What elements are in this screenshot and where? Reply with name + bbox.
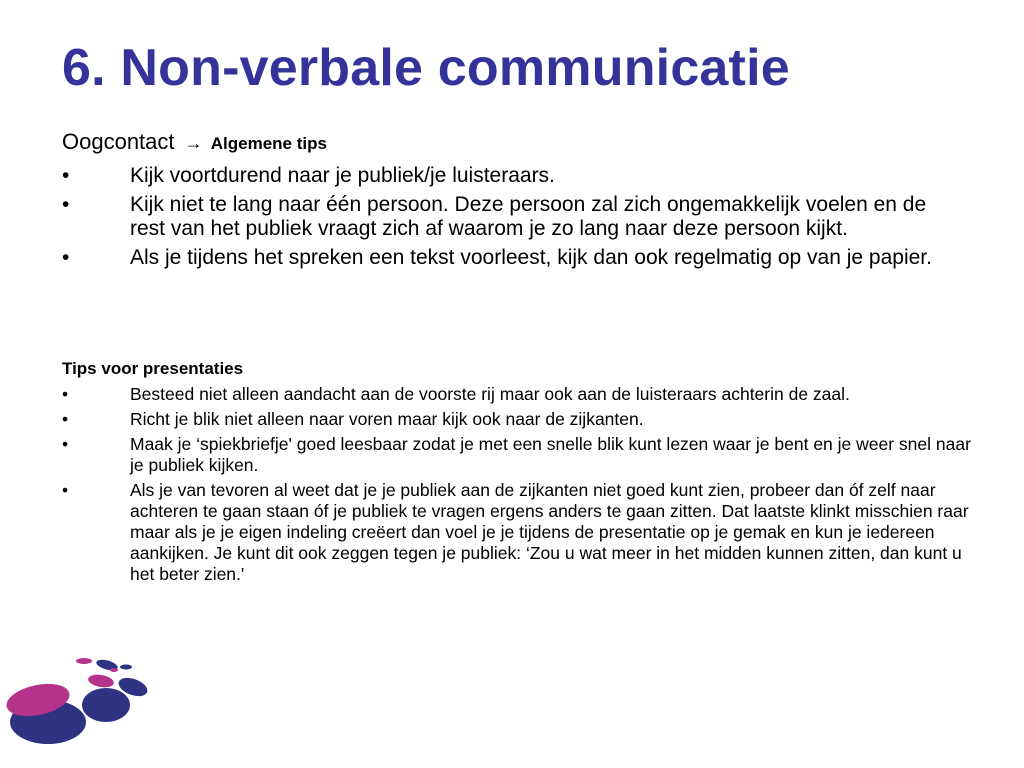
list-item-text: Kijk voortdurend naar je publiek/je luisteraars. xyxy=(130,164,555,187)
list-item-text: Maak je ‘spiekbriefje' goed leesbaar zodat je met een snelle blik kunt lezen waar je bent en je weer snel naar je publiek kijken. xyxy=(130,434,971,475)
list-item-text: Als je van tevoren al weet dat je je publiek aan de zijkanten niet goed kunt zien, probeer dan óf zelf naar achteren te gaan staan óf je publiek te vragen ergens anders te gaan zitten. Dat laatste klinkt misschien raar maar als je je eigen indeling creëert dan voel je je tijdens de presentatie op je gemak en kun je iedereen aankijken. Je kunt dit ook zeggen tegen je publiek: ‘Zou u wat meer in het midden kunnen zitten, dan kunt u het beter zien.' xyxy=(130,480,969,584)
list-item xyxy=(62,480,972,585)
list-item xyxy=(62,193,962,241)
list-item xyxy=(62,409,972,430)
list-item xyxy=(62,246,962,270)
eye-contact-heading xyxy=(62,128,962,158)
general-tips-label: Algemene tips xyxy=(210,134,327,153)
general-tips-list xyxy=(62,164,962,270)
bullet-icon: • xyxy=(62,246,70,269)
eye-contact-section xyxy=(62,128,962,270)
bullet-icon: • xyxy=(62,434,69,454)
list-item-text: Als je tijdens het spreken een tekst voorleest, kijk dan ook regelmatig op van je papier. xyxy=(130,246,932,269)
logo-ellipse-dot-magenta xyxy=(110,668,118,672)
bullet-icon: • xyxy=(62,409,69,429)
slide-title: 6. Non-verbale communicatie xyxy=(62,39,790,97)
presentation-tips-heading: Tips voor presentaties xyxy=(62,359,244,378)
bullet-icon: • xyxy=(62,193,70,216)
bullet-icon: • xyxy=(62,480,69,500)
bullet-icon: • xyxy=(62,384,69,404)
bullet-icon: • xyxy=(62,164,70,187)
logo-ellipse-mid xyxy=(82,688,130,722)
list-item-text: Richt je blik niet alleen naar voren maar kijk ook naar de zijkanten. xyxy=(130,409,644,429)
list-item xyxy=(62,434,972,476)
list-item-text: Kijk niet te lang naar één persoon. Deze persoon zal zich ongemakkelijk voelen en de rest van het publiek vraagt zich af waarom je zo lang naar deze persoon kijkt. xyxy=(130,193,927,240)
decorative-circles-logo xyxy=(0,648,160,768)
presentation-tips-list xyxy=(62,384,972,585)
eye-contact-label: Oogcontact xyxy=(62,129,175,154)
list-item xyxy=(62,384,972,405)
logo-ellipse-dot xyxy=(120,665,132,670)
presentation-tips-section xyxy=(62,357,972,585)
logo-ellipse-small-magenta xyxy=(87,673,115,689)
logo-ellipse-tiny-magenta xyxy=(76,658,92,664)
arrow-right-icon: → xyxy=(184,133,203,153)
list-item xyxy=(62,164,962,188)
list-item-text: Besteed niet alleen aandacht aan de voorste rij maar ook aan de luisteraars achterin de zaal. xyxy=(130,384,850,404)
